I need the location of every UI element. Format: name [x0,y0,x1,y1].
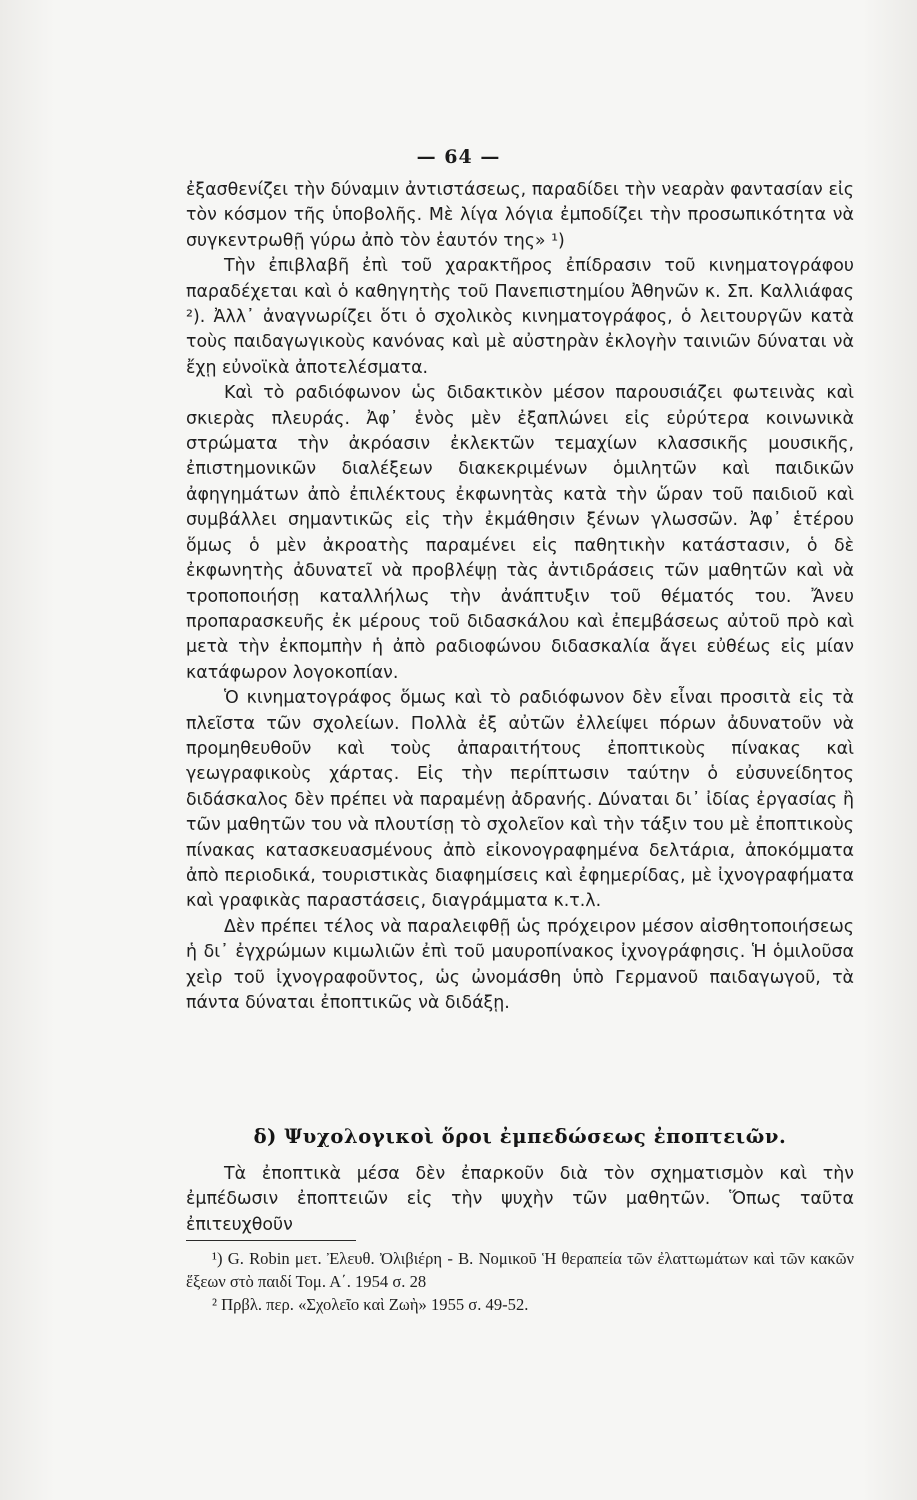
paragraph-3: Καὶ τὸ ραδιόφωνον ὡς διδακτικὸν μέσον παρουσιάζει φωτεινὰς καὶ σκιερὰς πλευράς. Ἀφ᾽ ἑνὸς μὲν ἐξαπλώνει εἰς εὐρύτερα κοινωνικὰ στρώματα τὴν ἀκρόασιν ἐκλεκτῶν τεμαχίων κλασσικῆς μουσικῆς, ἐπιστημονικῶν διαλέξεων διακεκριμένων ὁμιλητῶν καὶ παιδικῶν ἀφηγημάτων ἀπὸ ἐπιλέκτους ἐκφωνητὰς κατὰ τὴν ὥραν τοῦ παιδιοῦ καὶ συμβάλλει σημαντικῶς εἰς τὴν ἐκμάθησιν ξένων γλωσσῶν. Ἀφ᾽ ἑτέρου ὅμως ὁ μὲν ἀκροατὴς παραμένει εἰς παθητικὴν κατάστασιν, ὁ δὲ ἐκφωνητὴς ἀδυνατεῖ νὰ προβλέψῃ τὰς ἀντιδράσεις τῶν μαθητῶν καὶ νὰ τροποποιήσῃ καταλλήλως τὴν ἀνάπτυξιν τοῦ θέματός του. Ἄνευ προπαρασκευῆς ἐκ μέρους τοῦ διδασκάλου καὶ ἐπεμβάσεως αὐτοῦ πρὸ καὶ μετὰ τὴν ἐκπομπὴν ἡ ἀπὸ ραδιοφώνου διδασκαλία ἄγει εὐθέως εἰς μίαν κατάφωρον λογοκοπίαν. [186,383,854,683]
main-text [186,178,854,1016]
page-number: — 64 — [416,146,501,168]
footnote-divider [186,1240,356,1241]
footnote-1: ¹) G. Robin μετ. Ἐλευθ. Ὀλιβιέρη - Β. Νομικοῦ Ἡ θεραπεία τῶν ἐλαττωμάτων καὶ τῶν κακῶν ἕξεων στὸ παιδί Τομ. Α΄. 1954 σ. 28 [186,1249,854,1291]
section-text [186,1162,854,1238]
footnote-2: ² Πρβλ. περ. «Σχολεῖο καὶ Ζωὴ» 1955 σ. 49-52. [212,1295,529,1314]
footnotes [186,1247,854,1316]
paragraph-2: Τὴν ἐπιβλαβῆ ἐπὶ τοῦ χαρακτῆρος ἐπίδρασιν τοῦ κινηματογράφου παραδέχεται καὶ ὁ καθηγητὴς τοῦ Πανεπιστημίου Ἀθηνῶν κ. Σπ. Καλλιάφας ²). Ἀλλ᾽ ἀναγνωρίζει ὅτι ὁ σχολικὸς κινηματογράφος, ὁ λειτουργῶν κατὰ τοὺς παιδαγωγικοὺς κανόνας καὶ μὲ αὐστηρὰν ἐκλογὴν ταινιῶν δύναται νὰ ἔχῃ εὐνοϊκὰ ἀποτελέσματα. [186,256,854,378]
section-heading: δ) Ψυχολογικοὶ ὅροι ἐμπεδώσεως ἐποπτειῶν. [253,1125,787,1148]
paragraph-5: Δὲν πρέπει τέλος νὰ παραλειφθῇ ὡς πρόχειρον μέσον αἰσθητοποιήσεως ἡ δι᾽ ἐγχρώμων κιμωλιῶν ἐπὶ τοῦ μαυροπίνακος ἰχνογράφησις. Ἡ ὁμιλοῦσα χεὶρ τοῦ ἰχνογραφοῦντος, ὡς ὠνομάσθη ὑπὸ Γερμανοῦ παιδαγωγοῦ, τὰ πάντα δύναται ἐποπτικῶς νὰ διδάξῃ. [186,916,854,1013]
section-paragraph-1: Τὰ ἐποπτικὰ μέσα δὲν ἐπαρκοῦν διὰ τὸν σχηματισμὸν καὶ τὴν ἐμπέδωσιν ἐποπτειῶν εἰς τὴν ψυχὴν τῶν μαθητῶν. Ὅπως ταῦτα ἐπιτευχθοῦν [186,1164,854,1235]
paragraph-4: Ὁ κινηματογράφος ὅμως καὶ τὸ ραδιόφωνον δὲν εἶναι προσιτὰ εἰς τὰ πλεῖστα τῶν σχολείων. Πολλὰ ἐξ αὐτῶν ἐλλείψει πόρων ἀδυνατοῦν νὰ προμηθευθοῦν καὶ τοὺς ἀπαραιτήτους ἐποπτικοὺς πίνακας καὶ γεωγραφικοὺς χάρτας. Εἰς τὴν περίπτωσιν ταύτην ὁ εὐσυνείδητος διδάσκαλος δὲν πρέπει νὰ παραμένῃ ἀδρανής. Δύναται δι᾽ ἰδίας ἐργασίας ἢ τῶν μαθητῶν του νὰ πλουτίσῃ τὸ σχολεῖον καὶ τὴν τάξιν του μὲ ἐποπτικοὺς πίνακας κατασκευασμένους ἀπὸ εἰκονογραφημένα δελτάρια, ἀποκόμματα ἀπὸ περιοδικά, τουριστικὰς διαφημίσεις καὶ ἐφημερίδας, μὲ ἰχνογραφήματα καὶ γραφικὰς παραστάσεις, διαγράμματα κ.τ.λ. [186,688,854,912]
paragraph-1: ἐξασθενίζει τὴν δύναμιν ἀντιστάσεως, παραδίδει τὴν νεαρὰν φαντασίαν εἰς τὸν κόσμον τῆς ὑποβολῆς. Μὲ λίγα λόγια ἐμποδίζει τὴν προσωπικότητα νὰ συγκεντρωθῇ γύρω ἀπὸ τὸν ἑαυτόν της» ¹) [186,180,854,251]
